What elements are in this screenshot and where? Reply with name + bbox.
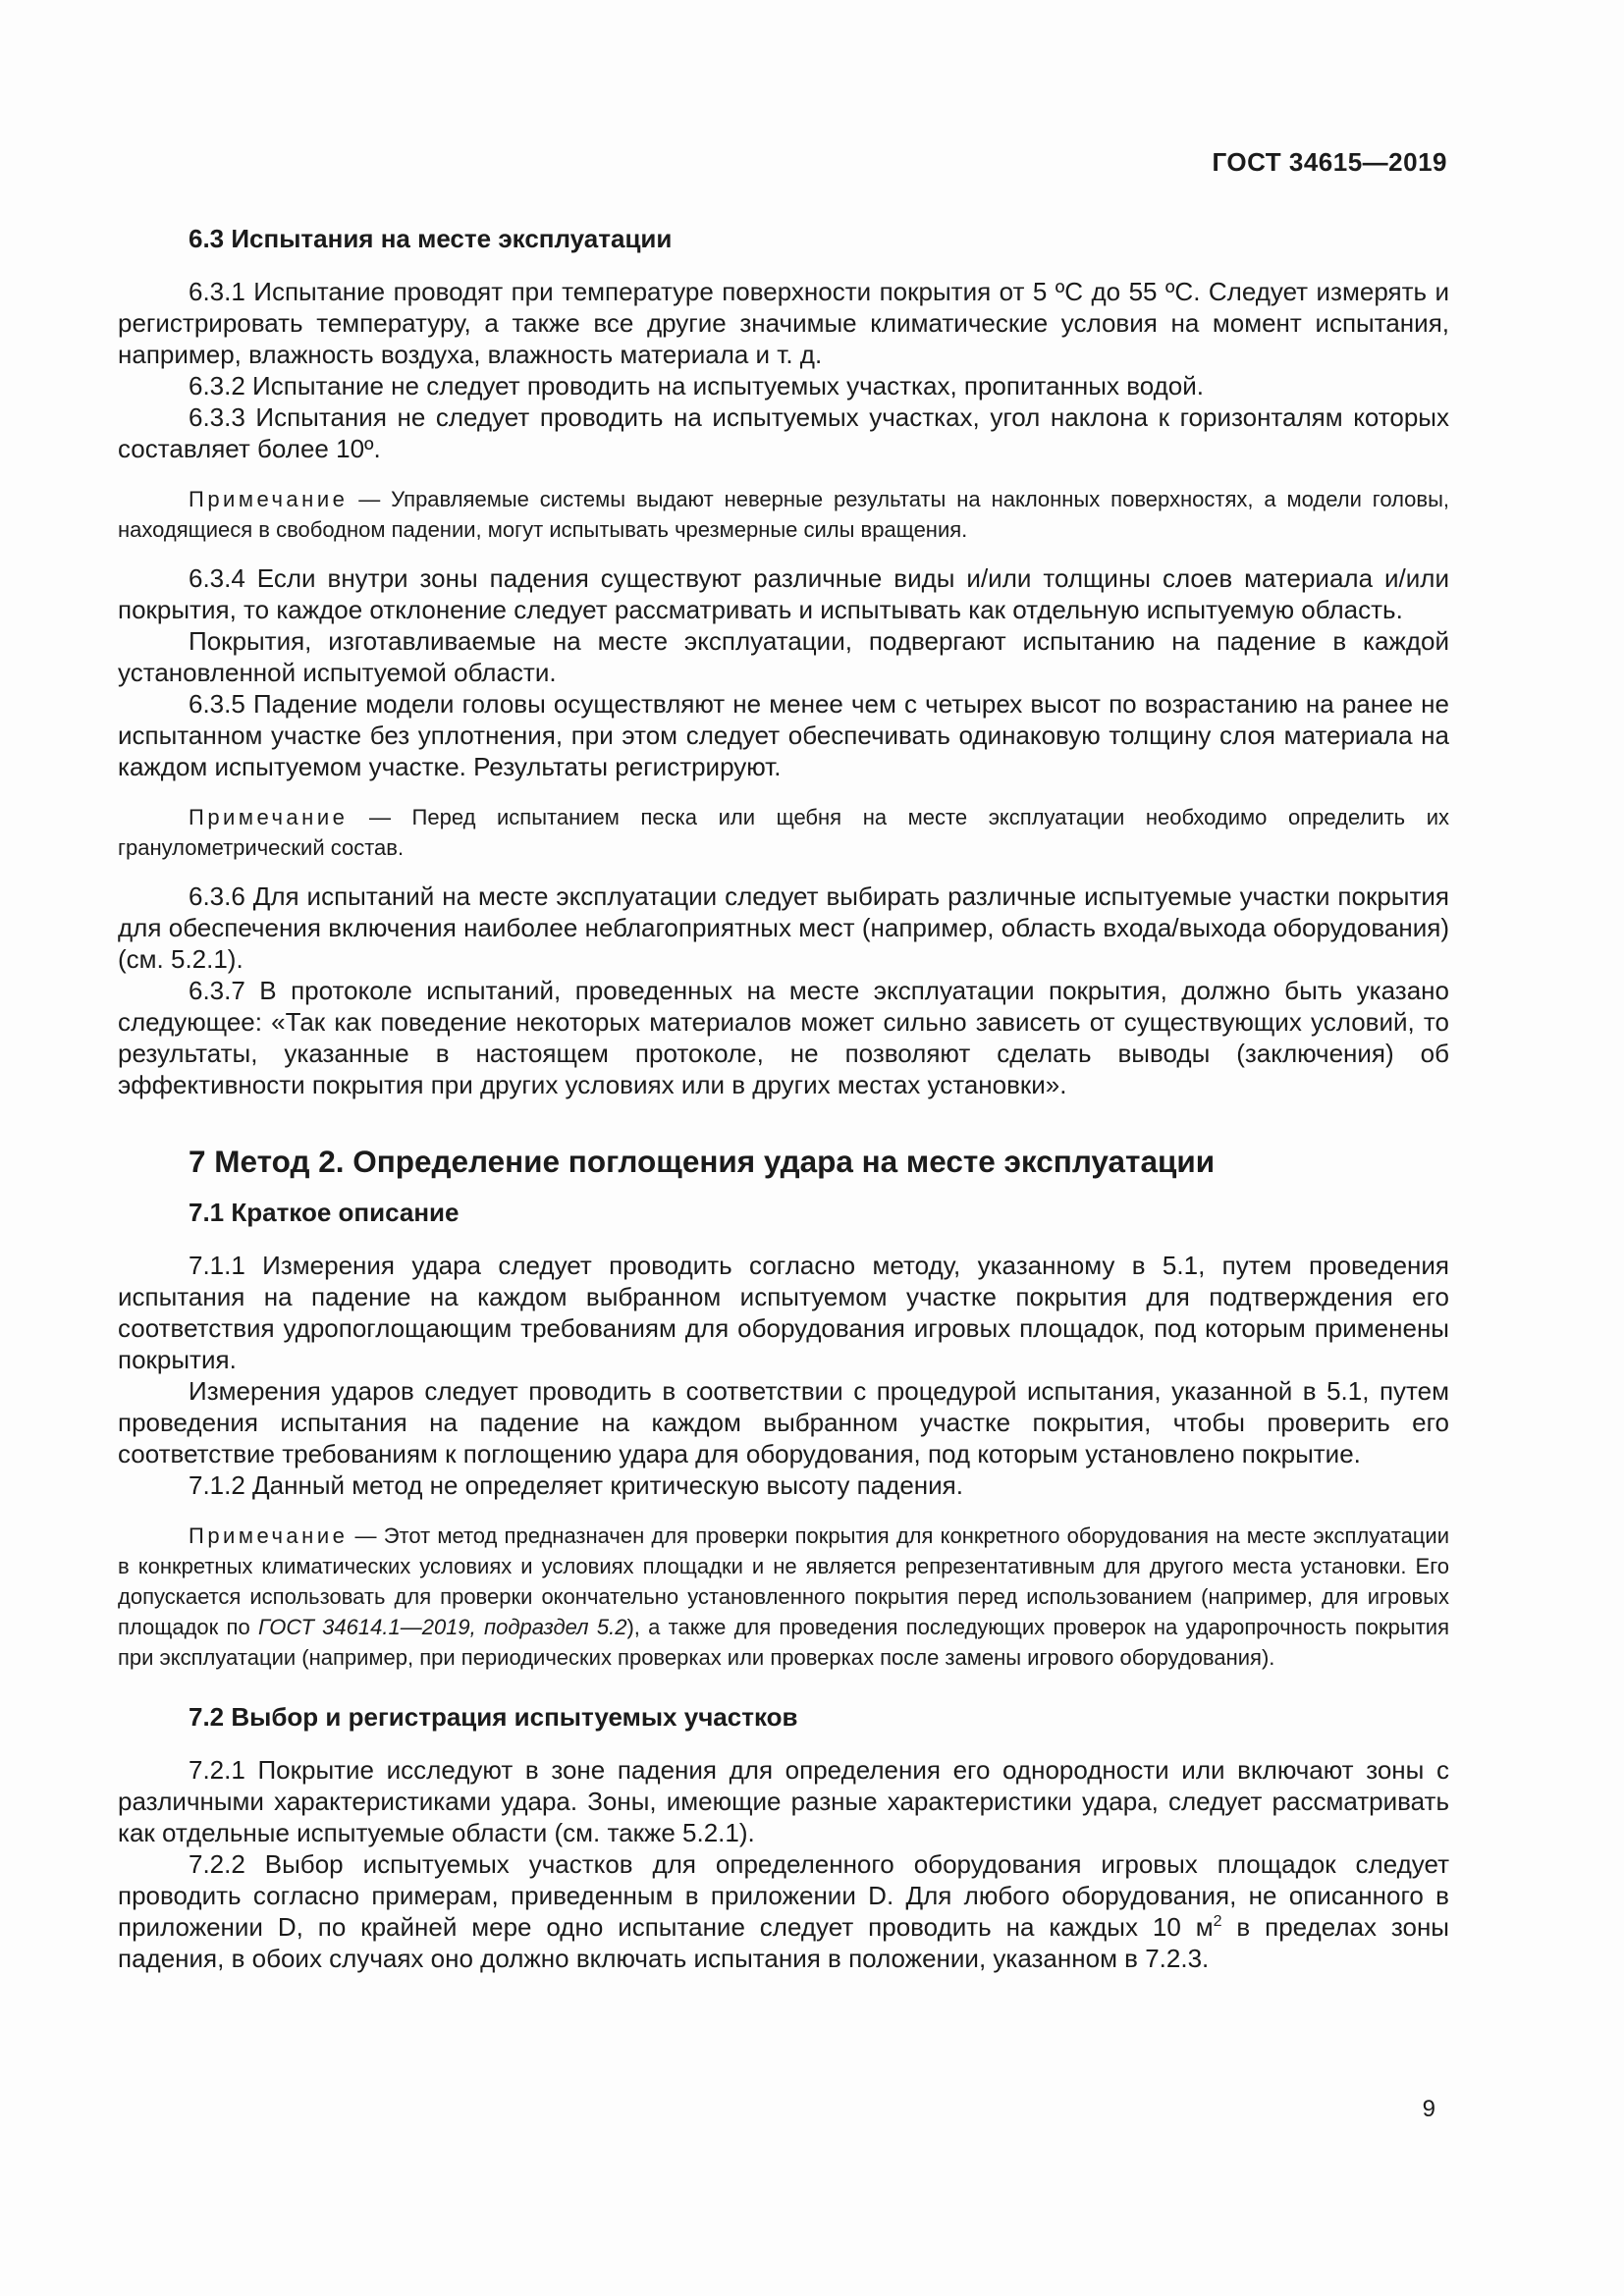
note-3: [118, 1521, 1449, 1673]
note-1-text: — Управляемые системы выдают неверные результаты на наклонных поверхностях, а модели головы, находящиеся в свободном падении, могут испытывать чрезмерные силы вращения.: [118, 487, 1449, 542]
paragraph-7-1-2: 7.1.2 Данный метод не определяет критическую высоту падения.: [189, 1470, 963, 1500]
paragraph-7-1-1: 7.1.1 Измерения удара следует проводить согласно методу, указанному в 5.1, путем проведения испытания на падение на каждом выбранном испытуемом участке покрытия для подтверждения его соответствия удропоглощающим требованиям для оборудования игровых площадок, под которым применены покрытия.: [118, 1251, 1449, 1374]
note-label: Примечание: [189, 805, 349, 829]
page-number: 9: [1422, 2096, 1435, 2122]
section-7-1-title: 7.1 Краткое описание: [189, 1198, 460, 1227]
superscript-2: 2: [1213, 1913, 1222, 1930]
paragraph-7-1-1-continued: Измерения ударов следует проводить в соответствии с процедурой испытания, указанной в 5.1, путем проведения испытания на падение на каждом выбранном участке покрытия, чтобы проверить его соответствие требованиям к поглощению удара для оборудования, под которым установлено покрытие.: [118, 1376, 1449, 1468]
paragraph-6-3-2: 6.3.2 Испытание не следует проводить на испытуемых участках, пропитанных водой.: [189, 371, 1204, 400]
paragraph-6-3-3: 6.3.3 Испытания не следует проводить на испытуемых участках, угол наклона к горизонталям которых составляет более 10º.: [118, 402, 1449, 463]
note-label: Примечание: [189, 487, 349, 511]
paragraph-6-3-4: 6.3.4 Если внутри зоны падения существуют различные виды и/или толщины слоев материала и/или покрытия, то каждое отклонение следует рассматривать и испытывать как отдельную испытуемую область.: [118, 563, 1449, 624]
paragraph-7-2-2: [118, 1848, 1449, 1974]
note-label: Примечание: [189, 1523, 349, 1548]
paragraph-7-2-2-text: 7.2.2 Выбор испытуемых участков для определенного оборудования игровых площадок следует проводить согласно примерам, приведенным в приложении D. Для любого оборудования, не описанного в приложении D, по крайней мере одно испытание следует проводить на каждых 10 м: [118, 1849, 1449, 1942]
note-3-text: — Этот метод предназначен для проверки покрытия для конкретного оборудования на месте эксплуатации в конкретных климатических условиях и условиях площадки и не является репрезентативным для другого места установки. Его допускается использовать для проверки окончательно установленного покрытия перед использованием (например, для игровых площадок по: [118, 1523, 1449, 1639]
note-3-text-end: ), а также для проведения последующих проверок на ударопрочность покрытия при эксплуатации (например, при периодических проверках или проверках после замены игрового оборудования).: [118, 1615, 1449, 1670]
note-2: [118, 802, 1449, 863]
document-code: ГОСТ 34615—2019: [1212, 147, 1447, 177]
section-6-3-title: 6.3 Испытания на месте эксплуатации: [189, 224, 673, 253]
paragraph-6-3-5: 6.3.5 Падение модели головы осуществляют не менее чем с четырех высот по возрастанию на ранее не испытанном участке без уплотнения, при этом следует обеспечивать одинаковую толщину слоя материала на каждом испытуемом участке. Результаты регистрируют.: [118, 689, 1449, 781]
paragraph-6-3-7: 6.3.7 В протоколе испытаний, проведенных на месте эксплуатации покрытия, должно быть указано следующее: «Так как поведение некоторых материалов может сильно зависеть от существующих условий, то результаты, указанные в настоящем протоколе, не позволяют сделать выводы (заключения) об эффективности покрытия при других условиях или в других местах установки».: [118, 976, 1449, 1099]
paragraph-6-3-4-continued: Покрытия, изготавливаемые на месте эксплуатации, подвергают испытанию на падение в каждой установленной испытуемой области.: [118, 626, 1449, 687]
section-7-2-title: 7.2 Выбор и регистрация испытуемых участков: [189, 1702, 798, 1732]
standard-reference: ГОСТ 34614.1—2019, подраздел 5.2: [257, 1615, 627, 1639]
paragraph-7-2-2-text-end: в пределах зоны падения, в обоих случаях оно должно включать испытания в положении, указанном в 7.2.3.: [118, 1912, 1449, 1973]
section-7-title: 7 Метод 2. Определение поглощения удара на месте эксплуатации: [189, 1144, 1216, 1179]
paragraph-6-3-1: 6.3.1 Испытание проводят при температуре поверхности покрытия от 5 ºС до 55 ºС. Следует измерять и регистрировать температуру, а также все другие значимые климатические условия на момент испытания, например, влажность воздуха, влажность материала и т. д.: [118, 277, 1449, 369]
paragraph-6-3-6: 6.3.6 Для испытаний на месте эксплуатации следует выбирать различные испытуемые участки покрытия для обеспечения включения наиболее неблагоприятных мест (например, область входа/выхода оборудования) (см. 5.2.1).: [118, 881, 1449, 974]
note-1: [118, 484, 1449, 545]
note-2-text: — Перед испытанием песка или щебня на месте эксплуатации необходимо определить их гранулометрический состав.: [118, 805, 1449, 860]
paragraph-7-2-1: 7.2.1 Покрытие исследуют в зоне падения для определения его однородности или включают зоны с различными характеристиками удара. Зоны, имеющие разные характеристики удара, следует рассматривать как отдельные испытуемые области (см. также 5.2.1).: [118, 1755, 1449, 1847]
document-body: [118, 224, 1449, 1974]
